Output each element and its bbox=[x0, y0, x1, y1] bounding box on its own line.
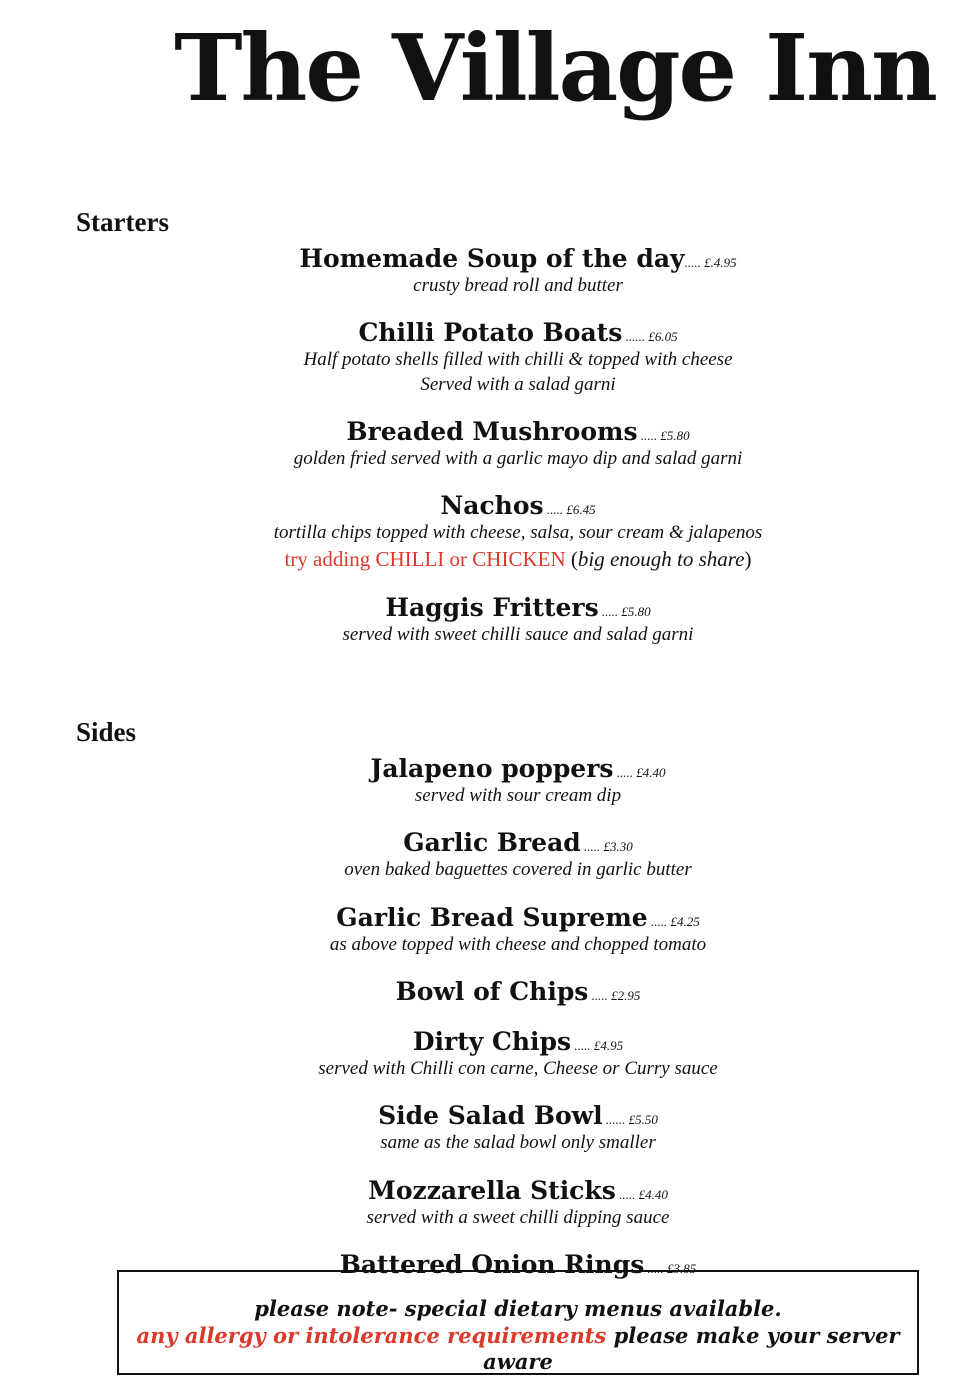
item-name: Garlic Bread bbox=[403, 828, 581, 858]
item-price: ..... £4.40 bbox=[613, 765, 666, 780]
suggestion-highlight: try adding CHILLI or CHICKEN bbox=[284, 546, 566, 571]
menu-item bbox=[0, 828, 975, 882]
item-description: served with a sweet chilli dipping sauce bbox=[366, 1206, 670, 1228]
item-description: oven baked baguettes covered in garlic butter bbox=[344, 859, 692, 881]
menu-item bbox=[0, 1176, 975, 1230]
item-price: ...... £5.50 bbox=[602, 1112, 658, 1128]
item-price: ..... £3.30 bbox=[580, 839, 633, 855]
item-description: crusty bread roll and butter bbox=[413, 275, 623, 296]
menu-item bbox=[0, 318, 975, 397]
dietary-notice-box bbox=[117, 1270, 919, 1375]
item-name: Chilli Potato Boats bbox=[358, 318, 623, 348]
item-price: ..... £.4.95 bbox=[684, 255, 737, 270]
item-name: Haggis Fritters bbox=[385, 592, 599, 622]
item-price: ..... £5.80 bbox=[637, 427, 690, 443]
paren-close: ) bbox=[744, 546, 752, 571]
suggestion-note: big enough to share bbox=[577, 546, 745, 571]
item-price: ..... £4.40 bbox=[615, 1186, 668, 1202]
item-name: Homemade Soup of the day bbox=[299, 244, 685, 273]
item-name: Garlic Bread Supreme bbox=[336, 902, 648, 932]
item-price: ..... £2.95 bbox=[588, 987, 641, 1003]
item-price: ..... £5.80 bbox=[598, 603, 651, 619]
item-description: same as the salad bowl only smaller bbox=[380, 1132, 656, 1154]
starters-list bbox=[0, 244, 975, 667]
sides-list bbox=[0, 754, 975, 1300]
item-description: served with Chilli con carne, Cheese or Curry sauce bbox=[318, 1057, 718, 1079]
item-description: served with sweet chilli sauce and salad garni bbox=[342, 623, 694, 645]
item-name: Bowl of Chips bbox=[395, 976, 589, 1006]
item-description: as above topped with cheese and chopped tomato bbox=[329, 933, 707, 955]
menu-item bbox=[0, 593, 975, 647]
menu-item bbox=[0, 491, 975, 573]
item-name: Nachos bbox=[440, 491, 544, 521]
notice-allergy-highlight: any allergy or intolerance requirements bbox=[136, 1322, 607, 1348]
menu-item bbox=[0, 903, 975, 957]
menu-item bbox=[0, 977, 975, 1007]
section-heading-starters: Starters bbox=[76, 207, 169, 237]
item-name: Battered Onion Rings bbox=[339, 1249, 645, 1279]
item-description: tortilla chips topped with cheese, salsa, sour cream & jalapenos bbox=[273, 522, 763, 544]
section-heading-sides: Sides bbox=[76, 717, 137, 747]
item-price: ..... £3.85 bbox=[644, 1260, 697, 1276]
page-title: The Village Inn bbox=[174, 14, 936, 122]
menu-item bbox=[0, 1027, 975, 1081]
item-name: Breaded Mushrooms bbox=[346, 416, 638, 446]
item-name: Side Salad Bowl bbox=[378, 1101, 603, 1131]
menu-item bbox=[0, 754, 975, 808]
menu-item bbox=[0, 417, 975, 471]
notice-line-1: please note- special dietary menus available. bbox=[254, 1296, 782, 1321]
menu-item bbox=[0, 244, 975, 298]
item-description: Served with a salad garni bbox=[420, 373, 616, 395]
notice-line-2-rest: please make your server aware bbox=[483, 1322, 900, 1375]
item-price: ...... £6.05 bbox=[622, 329, 678, 345]
notice-line-2 bbox=[119, 1323, 917, 1376]
menu-item bbox=[0, 1101, 975, 1155]
item-name: Mozzarella Sticks bbox=[368, 1175, 616, 1205]
item-price: ..... £4.95 bbox=[571, 1037, 624, 1053]
item-name: Dirty Chips bbox=[412, 1026, 572, 1056]
item-suggestion bbox=[0, 546, 975, 573]
item-description: golden fried served with a garlic mayo dip and salad garni bbox=[293, 447, 743, 469]
item-price: ..... £4.25 bbox=[647, 913, 700, 929]
item-price: ..... £6.45 bbox=[543, 502, 596, 518]
paren-open: ( bbox=[565, 546, 578, 571]
item-name: Jalapeno poppers bbox=[370, 754, 614, 783]
item-description: Half potato shells filled with chilli & topped with cheese bbox=[303, 349, 733, 371]
item-description: served with sour cream dip bbox=[414, 785, 622, 806]
